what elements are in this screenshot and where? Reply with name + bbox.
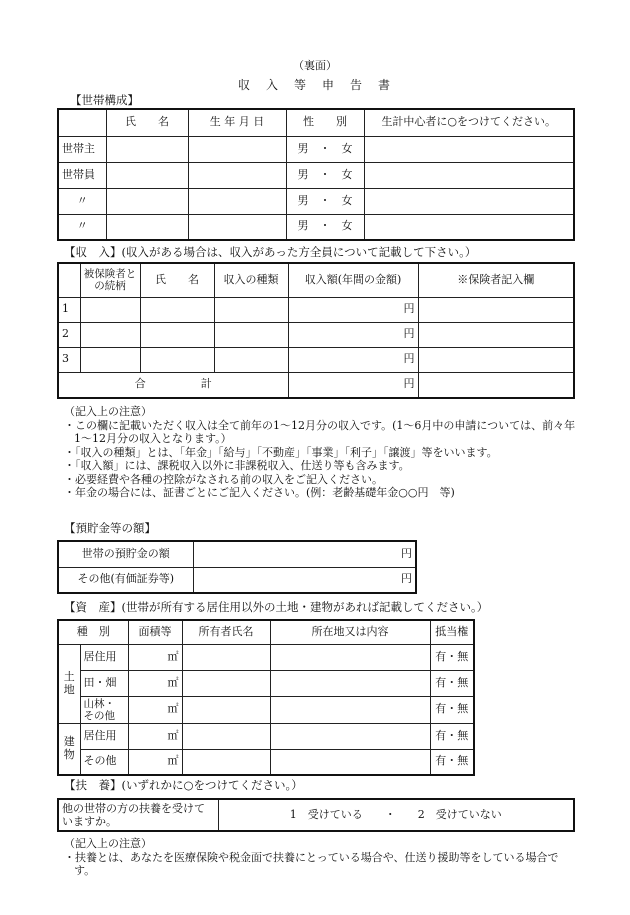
- asset-subtype: 居住用: [80, 644, 128, 670]
- household-col-blank: [58, 109, 106, 136]
- table-row: [58, 567, 416, 593]
- sex-choice[interactable]: 男 ・ 女: [286, 214, 364, 240]
- land-group-label: 土地: [58, 644, 80, 723]
- table-row: [58, 347, 574, 372]
- note-item: ・この欄に記載いただく収入は全て前年の1～12月分の収入です。(1～6月中の申請については、前々年1～12月分の収入となります。）: [64, 418, 576, 445]
- income-row-no: 1: [58, 297, 80, 322]
- note-item: ・「収入の種類」とは、「年金」「給与」「不動産」「事業」「利子」「譲渡」等をいいます。: [64, 445, 498, 459]
- location-field[interactable]: [270, 696, 430, 723]
- table-row: [58, 214, 574, 240]
- area-field[interactable]: ㎡: [128, 696, 182, 723]
- table-row: [58, 670, 474, 696]
- location-field[interactable]: [270, 723, 430, 749]
- income-notes: [64, 405, 576, 500]
- owner-field[interactable]: [182, 749, 270, 775]
- income-amount-field[interactable]: 円: [288, 322, 418, 347]
- mortgage-choice[interactable]: 有・無: [430, 696, 474, 723]
- income-amount-field[interactable]: 円: [288, 347, 418, 372]
- table-row: [58, 696, 474, 723]
- insurer-field: [418, 347, 574, 372]
- sex-choice[interactable]: 男 ・ 女: [286, 136, 364, 162]
- assets-col-type: 種 別: [58, 620, 128, 644]
- location-field[interactable]: [270, 644, 430, 670]
- note-item: ・必要経費や各種の控除がなされる前の収入をご記入ください。: [64, 472, 383, 486]
- mortgage-choice[interactable]: 有・無: [430, 749, 474, 775]
- household-row-label: 世帯主: [58, 136, 106, 162]
- birth-field[interactable]: [188, 136, 286, 162]
- owner-field[interactable]: [182, 696, 270, 723]
- owner-field[interactable]: [182, 723, 270, 749]
- asset-subtype: 居住用: [80, 723, 128, 749]
- table-row: [58, 162, 574, 188]
- assets-heading: 【資 産】(世帯が所有する居住用以外の土地・建物があれば記載してください。）: [64, 600, 489, 614]
- owner-field[interactable]: [182, 670, 270, 696]
- income-type-field[interactable]: [214, 297, 288, 322]
- insurer-field: [418, 322, 574, 347]
- income-col-relation: 被保険者との続柄: [80, 263, 140, 297]
- table-row: [58, 188, 574, 214]
- table-row: [58, 749, 474, 775]
- income-total-row: [58, 372, 574, 398]
- name-field[interactable]: [106, 162, 188, 188]
- savings-heading: 【預貯金等の額】: [64, 521, 156, 535]
- income-col-name: 氏 名: [140, 263, 214, 297]
- household-row-label: 世帯員: [58, 162, 106, 188]
- name-field[interactable]: [140, 347, 214, 372]
- income-col-no: [58, 263, 80, 297]
- notes-heading: （記入上の注意）: [64, 405, 152, 418]
- household-col-center: 生計中心者に○をつけてください。: [364, 109, 574, 136]
- income-row-no: 2: [58, 322, 80, 347]
- owner-field[interactable]: [182, 644, 270, 670]
- name-field[interactable]: [106, 136, 188, 162]
- household-row-label: 〃: [58, 188, 106, 214]
- mortgage-choice[interactable]: 有・無: [430, 723, 474, 749]
- securities-amount-field[interactable]: 円: [193, 567, 416, 593]
- asset-subtype: 山林・その他: [80, 696, 128, 723]
- assets-table: [57, 619, 475, 776]
- income-total-label: 合 計: [58, 372, 288, 398]
- insurer-field: [418, 297, 574, 322]
- back-side-label: （裏面）: [293, 59, 337, 72]
- sex-choice[interactable]: 男 ・ 女: [286, 162, 364, 188]
- household-col-name: 氏 名: [106, 109, 188, 136]
- income-col-amount: 収入額(年間の金額): [288, 263, 418, 297]
- income-heading: 【収 入】(収入がある場合は、収入があった方全員について記載して下さい。）: [64, 245, 477, 259]
- sex-choice[interactable]: 男 ・ 女: [286, 188, 364, 214]
- area-field[interactable]: ㎡: [128, 644, 182, 670]
- center-mark-field[interactable]: [364, 136, 574, 162]
- table-row: [58, 136, 574, 162]
- income-row-no: 3: [58, 347, 80, 372]
- household-col-sex: 性 別: [286, 109, 364, 136]
- support-heading: 【扶 養】(いずれかに○をつけてください。）: [64, 778, 303, 792]
- center-mark-field[interactable]: [364, 214, 574, 240]
- name-field[interactable]: [106, 214, 188, 240]
- center-mark-field[interactable]: [364, 162, 574, 188]
- note-item: ・扶養とは、あなたを医療保険や税金面で扶養にとっている場合や、仕送り援助等をしている場合です。: [64, 850, 559, 877]
- assets-col-mortgage: 抵当権: [430, 620, 474, 644]
- table-row: [58, 644, 474, 670]
- household-col-birth: 生 年 月 日: [188, 109, 286, 136]
- support-notes: [64, 837, 576, 878]
- note-item: ・年金の場合には、証書ごとにご記入ください。(例：老齢基礎年金○○円 等): [64, 486, 455, 499]
- support-question: 他の世帯の方の扶養を受けていますか。: [58, 799, 218, 831]
- relation-field[interactable]: [80, 297, 140, 322]
- location-field[interactable]: [270, 749, 430, 775]
- income-total-field[interactable]: 円: [288, 372, 418, 398]
- assets-col-owner: 所有者氏名: [182, 620, 270, 644]
- name-field[interactable]: [106, 188, 188, 214]
- location-field[interactable]: [270, 670, 430, 696]
- income-table: [57, 262, 575, 399]
- notes-heading: （記入上の注意）: [64, 837, 152, 850]
- table-row: [58, 322, 574, 347]
- relation-field[interactable]: [80, 322, 140, 347]
- savings-label: その他(有価証券等): [58, 567, 193, 593]
- household-row-label: 〃: [58, 214, 106, 240]
- birth-field[interactable]: [188, 162, 286, 188]
- insurer-field: [418, 372, 574, 398]
- area-field[interactable]: ㎡: [128, 670, 182, 696]
- mortgage-choice[interactable]: 有・無: [430, 670, 474, 696]
- support-table: [57, 798, 575, 832]
- mortgage-choice[interactable]: 有・無: [430, 644, 474, 670]
- center-mark-field[interactable]: [364, 188, 574, 214]
- birth-field[interactable]: [188, 214, 286, 240]
- savings-label: 世帯の預貯金の額: [58, 541, 193, 567]
- income-type-field[interactable]: [214, 322, 288, 347]
- household-heading: 【世帯構成】: [70, 93, 139, 107]
- area-field[interactable]: ㎡: [128, 723, 182, 749]
- name-field[interactable]: [140, 322, 214, 347]
- income-amount-field[interactable]: 円: [288, 297, 418, 322]
- support-answer-choice[interactable]: 1 受けている ・ 2 受けていない: [218, 799, 574, 831]
- savings-table: [57, 540, 417, 594]
- income-col-insurer: ※保険者記入欄: [418, 263, 574, 297]
- table-row: [58, 723, 474, 749]
- table-row: [58, 297, 574, 322]
- page-title: 収 入 等 申 告 書: [237, 78, 392, 92]
- note-item: ・「収入額」には、課税収入以外に非課税収入、仕送り等も含みます。: [64, 459, 410, 472]
- building-group-label: 建物: [58, 723, 80, 775]
- name-field[interactable]: [140, 297, 214, 322]
- table-row: [58, 541, 416, 567]
- birth-field[interactable]: [188, 188, 286, 214]
- income-col-type: 収入の種類: [214, 263, 288, 297]
- assets-col-location: 所在地又は内容: [270, 620, 430, 644]
- household-table: [57, 108, 575, 241]
- asset-subtype: 田・畑: [80, 670, 128, 696]
- assets-col-area: 面積等: [128, 620, 182, 644]
- area-field[interactable]: ㎡: [128, 749, 182, 775]
- asset-subtype: その他: [80, 749, 128, 775]
- income-type-field[interactable]: [214, 347, 288, 372]
- relation-field[interactable]: [80, 347, 140, 372]
- savings-amount-field[interactable]: 円: [193, 541, 416, 567]
